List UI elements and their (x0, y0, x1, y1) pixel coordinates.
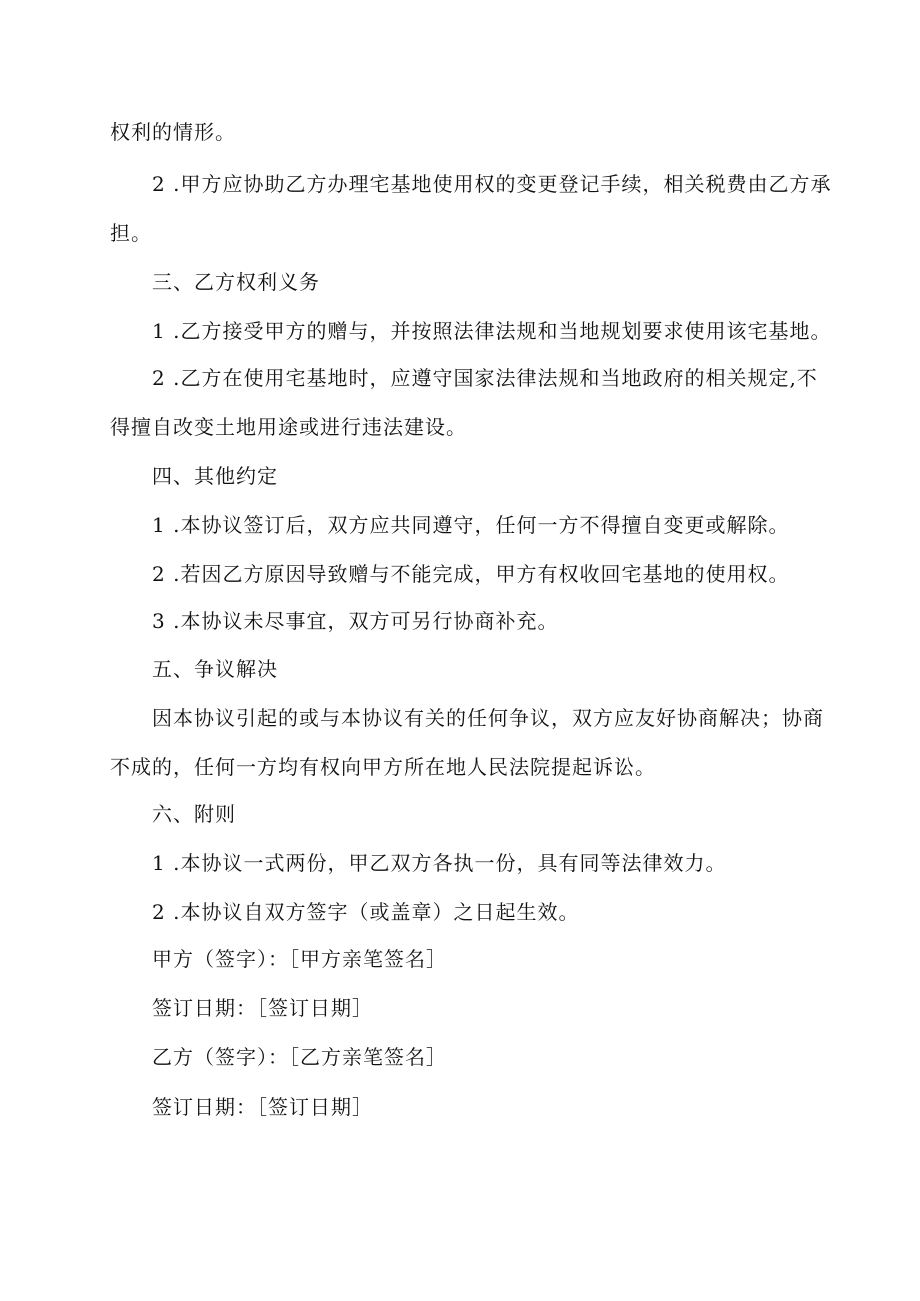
paragraph-line: 担。 (110, 221, 152, 245)
clause-3-supplement: 3 .本协议未尽事宜，双方可另行协商补充。 (152, 609, 559, 633)
clause-1-mutual-compliance: 1 .本协议签订后，双方应共同遵守，任何一方不得擅自变更或解除。 (152, 513, 790, 537)
paragraph-line: 得擅自改变土地用途或进行违法建设。 (110, 415, 467, 439)
section-heading-supplementary-provisions: 六、附则 (152, 802, 236, 826)
clause-1-accept-gift: 1 .乙方接受甲方的赠与，并按照法律法规和当地规划要求使用该宅基地。 (152, 319, 832, 343)
party-b-date-line: 签订日期：［签订日期］ (152, 1095, 373, 1119)
party-a-signature-line: 甲方（签字）：［甲方亲笔签名］ (152, 947, 447, 971)
section-heading-other-terms: 四、其他约定 (152, 464, 278, 488)
clause-2-revocation: 2 .若因乙方原因导致赠与不能完成，甲方有权收回宅基地的使用权。 (152, 562, 790, 586)
dispute-resolution-text: 因本协议引起的或与本协议有关的任何争议，双方应友好协商解决；协商 (152, 706, 824, 730)
clause-1-copies: 1 .本协议一式两份，甲乙双方各执一份，具有同等法律效力。 (152, 851, 727, 875)
clause-2-comply-law: 2 .乙方在使用宅基地时，应遵守国家法律法规和当地政府的相关规定,不 (152, 366, 818, 390)
party-b-signature-line: 乙方（签字）：［乙方亲笔签名］ (152, 1045, 447, 1069)
paragraph-line: 不成的，任何一方均有权向甲方所在地人民法院提起诉讼。 (110, 755, 656, 779)
section-heading-party-b-rights: 三、乙方权利义务 (152, 270, 320, 294)
clause-2-transfer-registration: 2 .甲方应协助乙方办理宅基地使用权的变更登记手续，相关税费由乙方承 (152, 172, 832, 196)
party-a-date-line: 签订日期：［签订日期］ (152, 996, 373, 1020)
paragraph-line: 权利的情形。 (110, 120, 236, 144)
clause-2-effective-date: 2 .本协议自双方签字（或盖章）之日起生效。 (152, 900, 580, 924)
section-heading-dispute-resolution: 五、争议解决 (152, 657, 278, 681)
